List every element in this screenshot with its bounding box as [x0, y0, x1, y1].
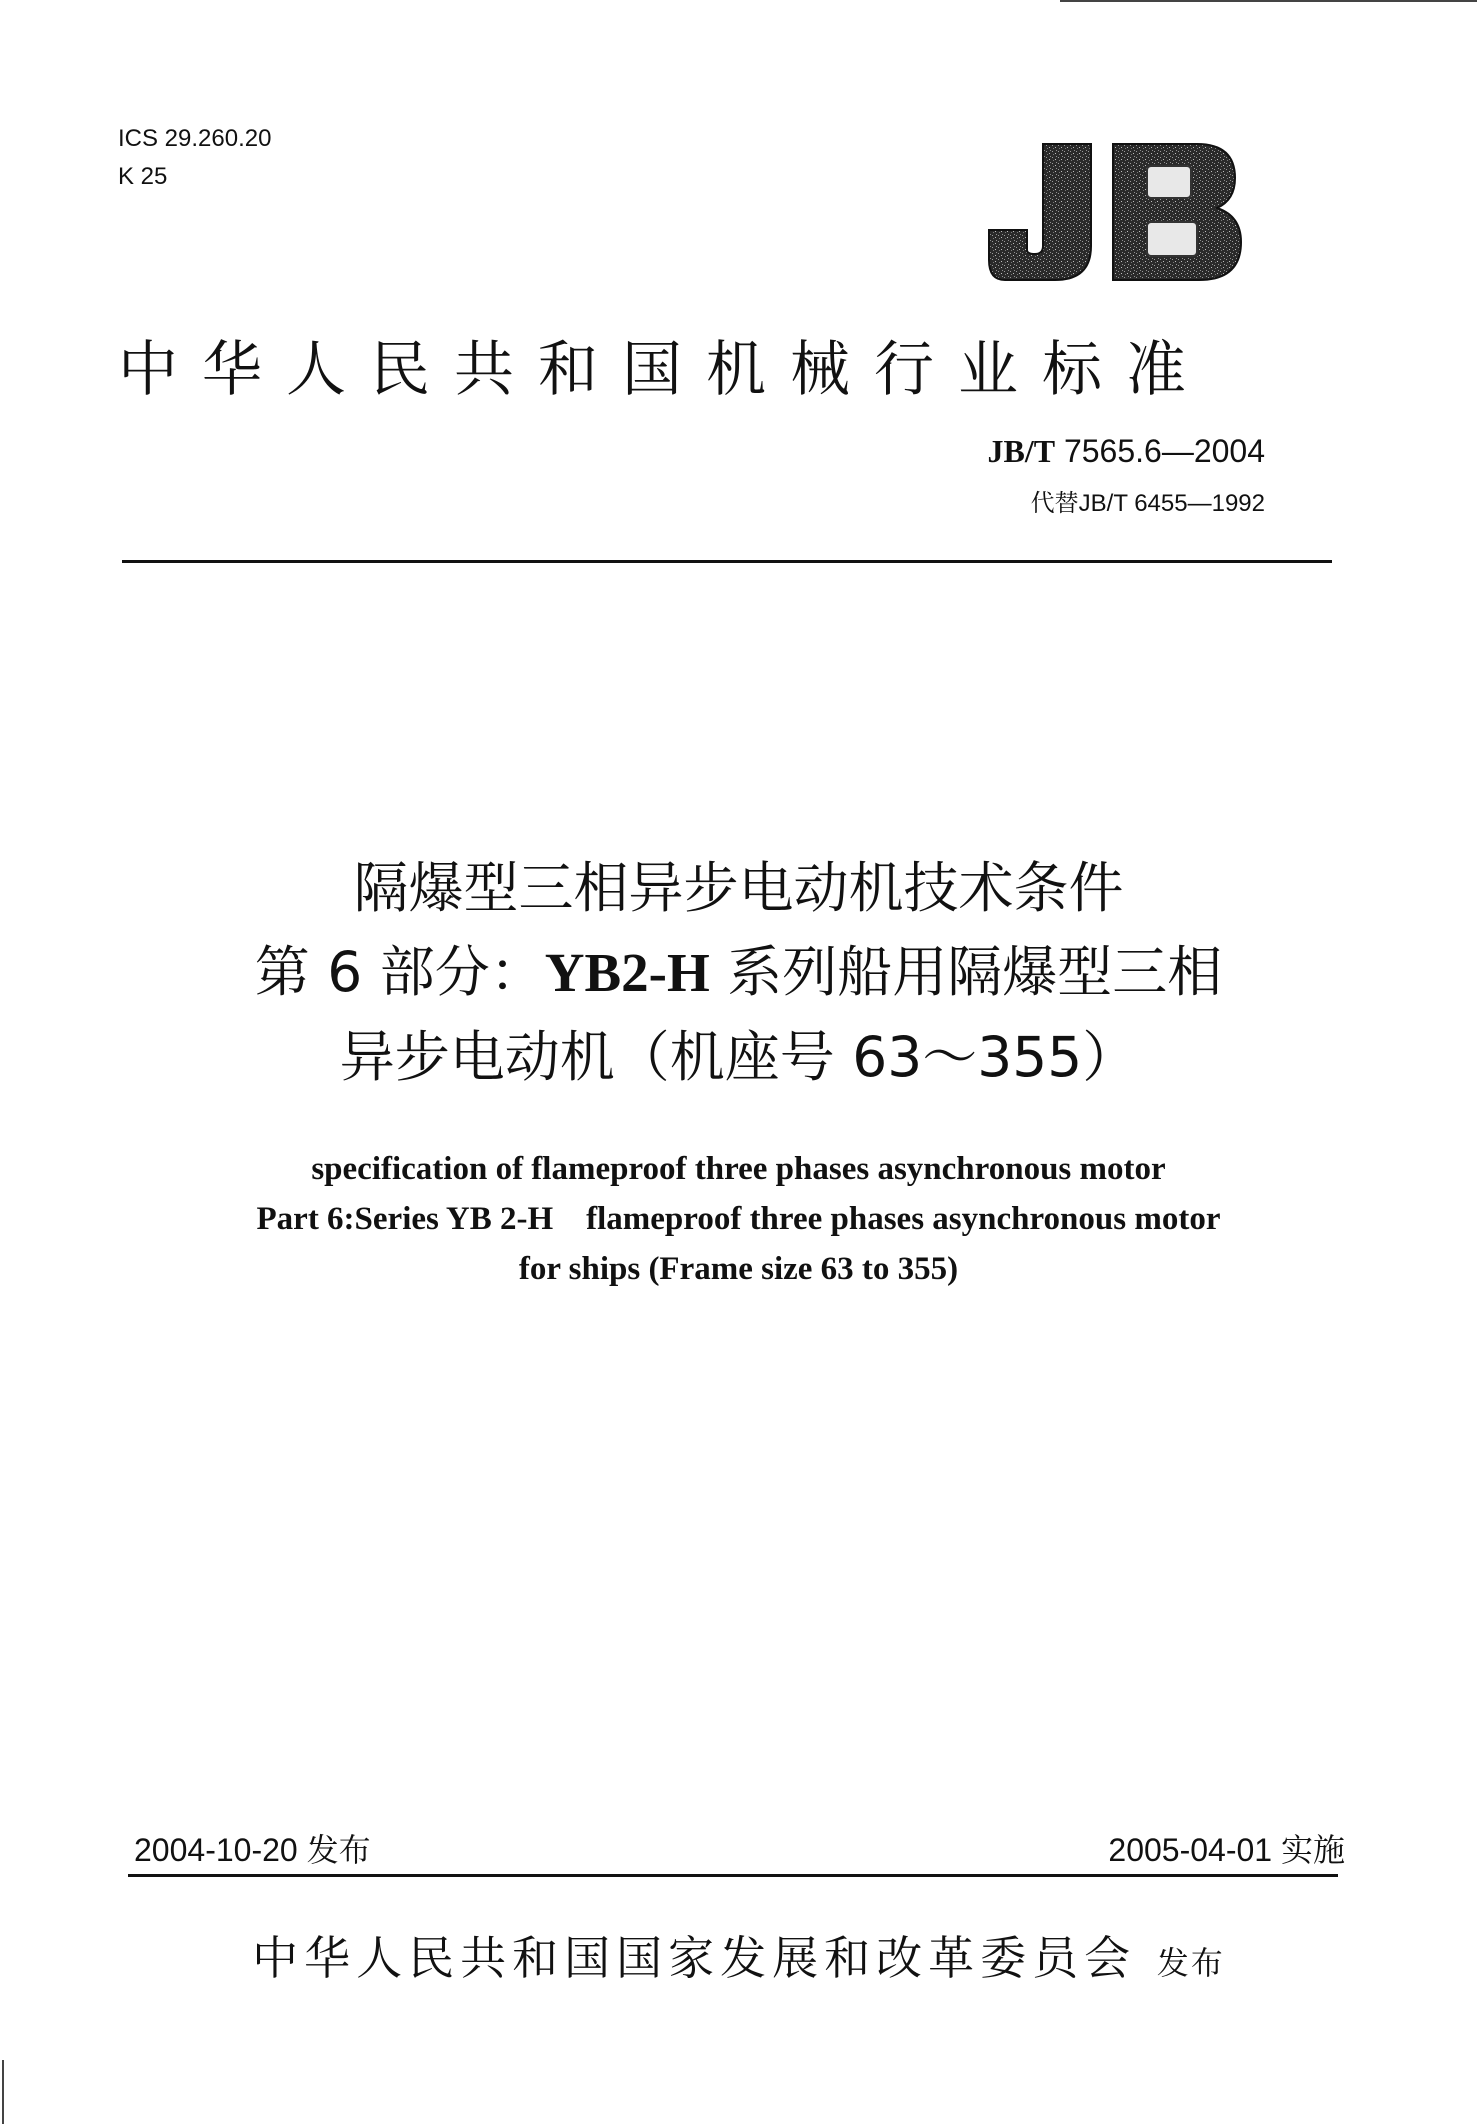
issue-date-value: 2004-10-20: [134, 1832, 298, 1868]
chinese-title-series: YB2-H: [544, 942, 710, 1003]
issuing-authority: [0, 1922, 1477, 1988]
scan-mark-left: [2, 2060, 4, 2124]
chinese-title-line-2: [0, 930, 1477, 1015]
chinese-title-line-2-rest: 系列船用隔爆型三相: [709, 940, 1223, 1004]
english-title-line-1: specification of flameproof three phases asynchronous motor: [311, 1151, 1166, 1187]
ics-code: ICS 29.260.20: [118, 125, 272, 152]
english-title-line-2: Part 6:Series YB 2-H flameproof three phases asynchronous motor: [256, 1201, 1221, 1237]
issuer-name: 中华人民共和国国家发展和改革委员会: [252, 1931, 1137, 1985]
effective-date-label: 实施: [1280, 1832, 1345, 1868]
jb-logo: [985, 138, 1255, 288]
standard-code: 7565.6—2004: [1063, 433, 1265, 469]
scan-mark-top: [1060, 0, 1477, 2]
issuer-action: 发布: [1156, 1944, 1225, 1982]
org-title: 中华人民共和国机械行业标准: [118, 335, 1210, 405]
footer-divider: [128, 1874, 1338, 1877]
issue-date-label: 发布: [306, 1832, 371, 1868]
class-code: K 25: [118, 163, 168, 190]
standard-prefix: JB/T: [987, 433, 1056, 469]
effective-date: [1108, 1825, 1345, 1871]
chinese-title-line-3: 异步电动机（机座号 63～355）: [339, 1025, 1138, 1089]
english-title: [0, 1144, 1477, 1294]
chinese-title-line-1: 隔爆型三相异步电动机技术条件: [353, 856, 1124, 920]
replaces-standard: 代替JB/T 6455—1992: [1030, 490, 1265, 517]
jb-logo-letters: [989, 144, 1241, 280]
classification-codes: [118, 120, 271, 196]
effective-date-value: 2005-04-01: [1108, 1832, 1273, 1868]
header-divider: [122, 560, 1332, 563]
chinese-title-part: 第 6 部分：: [254, 940, 545, 1004]
chinese-title: [0, 846, 1477, 1099]
english-title-line-3: for ships (Frame size 63 to 355): [518, 1251, 959, 1287]
issue-date: [134, 1825, 371, 1871]
standard-number: [987, 433, 1265, 470]
